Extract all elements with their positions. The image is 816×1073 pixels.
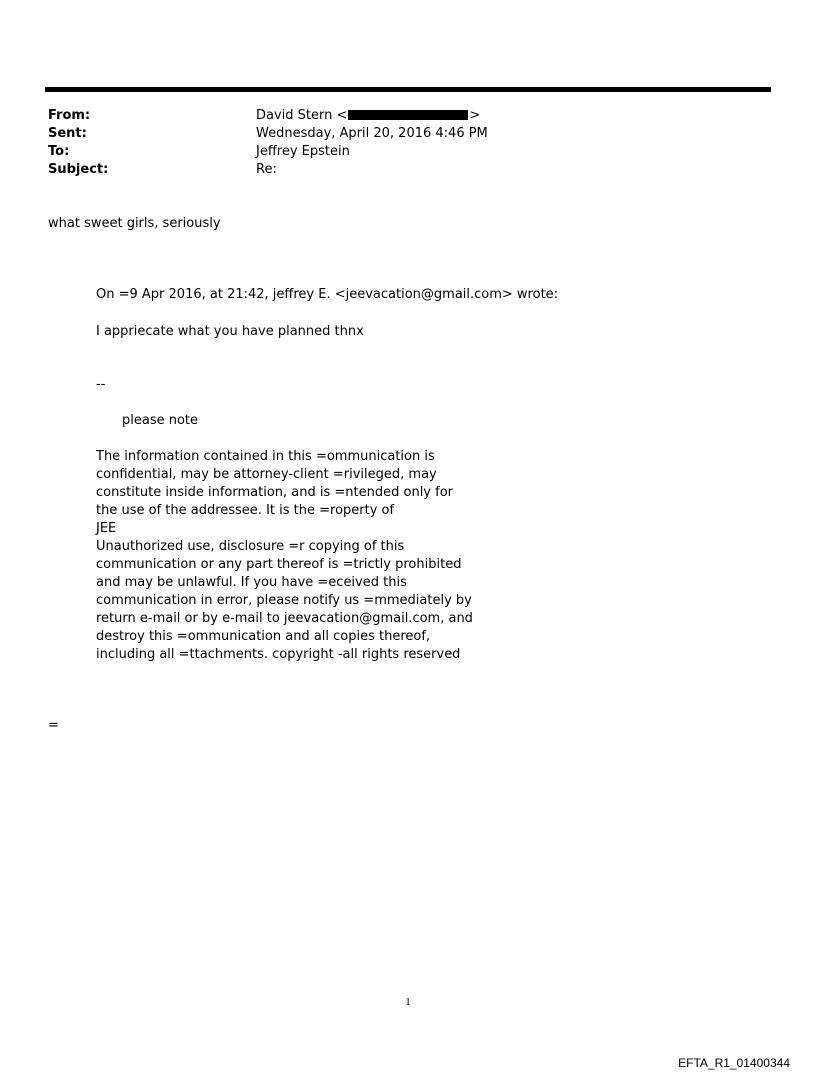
disclaimer-line: destroy this =ommunication and all copies thereof,: [96, 629, 431, 644]
disclaimer-line: Unauthorized use, disclosure =r copying of this: [96, 539, 405, 554]
quoted-message: I appriecate what you have planned thnx: [96, 324, 364, 339]
trailing-equals: =: [48, 718, 59, 733]
disclaimer-line: confidential, may be attorney-client =rivileged, may: [96, 467, 437, 482]
reply-text: what sweet girls, seriously: [48, 216, 221, 231]
quote-intro: On =9 Apr 2016, at 21:42, jeffrey E. <jeevacation@gmail.com> wrote:: [96, 287, 559, 302]
please-note: please note: [122, 413, 199, 428]
disclaimer-line: the use of the addressee. It is the =roperty of: [96, 503, 395, 518]
disclaimer-line: and may be unlawful. If you have =eceived this: [96, 575, 407, 590]
disclaimer-line: The information contained in this =ommunication is: [96, 449, 435, 464]
to-value: Jeffrey Epstein: [256, 144, 350, 159]
subject-label: Subject:: [48, 162, 109, 177]
disclaimer-line: including all =ttachments. copyright -all rights reserved: [96, 647, 461, 662]
disclaimer-line: communication in error, please notify us =mmediately by: [96, 593, 472, 608]
from-close: >: [469, 108, 481, 123]
disclaimer-line: JEE: [96, 521, 117, 536]
disclaimer-line: return e-mail or by e-mail to jeevacation@gmail.com, and: [96, 611, 473, 626]
redaction-box: [348, 110, 468, 120]
sent-label: Sent:: [48, 126, 87, 141]
header-divider: [45, 87, 771, 92]
disclaimer-line: communication or any part thereof is =trictly prohibited: [96, 557, 462, 572]
signature-dash: --: [96, 377, 106, 392]
document-id: EFTA_R1_01400344: [678, 1056, 790, 1070]
from-name: David Stern <: [256, 108, 348, 123]
from-label: From:: [48, 108, 91, 123]
disclaimer-block: [96, 448, 473, 664]
from-value: [256, 107, 480, 125]
subject-value: Re:: [256, 162, 277, 177]
disclaimer-line: constitute inside information, and is =ntended only for: [96, 485, 454, 500]
page-number: 1: [405, 996, 411, 1008]
to-label: To:: [48, 144, 70, 159]
sent-value: Wednesday, April 20, 2016 4:46 PM: [256, 126, 488, 141]
